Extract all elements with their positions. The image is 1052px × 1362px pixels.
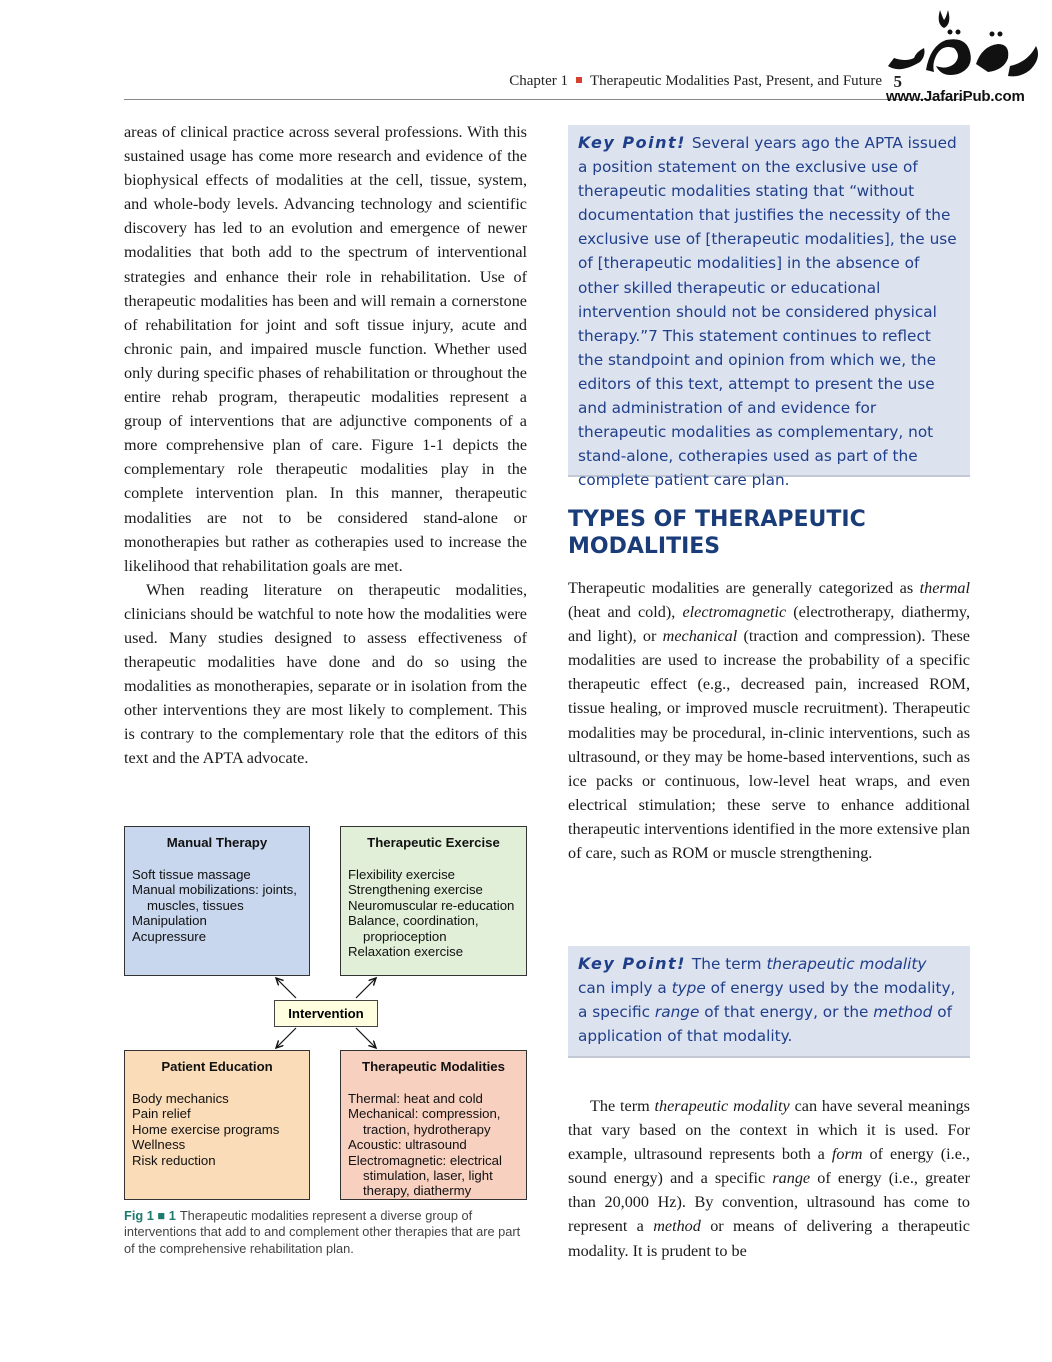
figure-1-1 <box>124 826 528 1204</box>
page-number: 5 <box>893 72 902 91</box>
key-point-body <box>568 946 970 1048</box>
section-heading: TYPES OF THERAPEUTIC MODALITIES <box>568 507 866 559</box>
section-paragraph <box>568 576 970 865</box>
list-item: Body mechanics <box>132 1091 229 1106</box>
box-title: Patient Education <box>161 1059 273 1074</box>
key-point-body <box>568 125 970 492</box>
square-bullet-icon <box>576 77 582 83</box>
italic-term: type <box>671 979 706 998</box>
list-item: stimulation, laser, light <box>363 1168 493 1184</box>
list-item: Acoustic: ultrasound <box>348 1137 467 1153</box>
italic-term: form <box>831 1145 863 1164</box>
text-run: (heat and cold), <box>568 603 683 622</box>
list-item: Neuromuscular re-education <box>348 897 515 913</box>
box-list <box>132 867 309 944</box>
text-run: (electrotherapy, diathermy, and light), or <box>568 603 970 646</box>
running-head <box>509 73 882 90</box>
box-title: Manual Therapy <box>166 835 268 850</box>
list-item: traction, hydrotherapy <box>363 1121 491 1137</box>
text-run: (traction and compression). These modalities are used to increase the probability of a specific therapeutic effect (e.g., decreased pain, increased ROM, tissue healing, or improved muscle recruitment). Therapeutic modalities may be procedural, in-clinic interventions, such as ultrasound, or they may be home-based interventions, such as ice packs or continuous, low-level heat wraps, and even electrical stimulation; these serve to enhance additional therapeutic interventions identified in the more extensive plan of care, such as ROM or muscle strengthening. <box>568 627 970 863</box>
body-paragraph: areas of clinical practice across several professions. With this sustained usage has come more research and evidence of the biophysical effects of modalities at the cell, tissue, system, and whole-body levels. Advancing technology and scientific discovery has led to an evolution and emergence of newer modalities that both add to the spectrum of interventional strategies and enhance their role in rehabilitation. Use of therapeutic modalities has been and will remain a cornerstone of rehabilitation for joint and soft tissue injury, acute and chronic pain, and impaired muscle function. Whether used only during specific phases of rehabilitation or throughout the entire rehab program, therapeutic modalities represent a group of interventions that are adjunctive components of a more comprehensive plan of care. Figure 1-1 depicts the complementary role therapeutic modalities play in the complete intervention plan. In this manner, therapeutic modalities are not to be considered stand-alone or monotherapies but rather as cotherapies used to increase the likelihood that rehabilitation goals are met. <box>124 123 527 575</box>
text-run: of energy (i.e., greater than 20,000 Hz). By convention, ultrasound has come to represent a <box>568 1169 970 1236</box>
list-item: Acupressure <box>132 928 207 944</box>
italic-term: electromagnetic <box>682 603 787 622</box>
chapter-title: Therapeutic Modalities Past, Present, and Future <box>589 73 882 89</box>
list-item: Soft tissue massage <box>132 867 251 882</box>
key-point-box <box>568 125 970 490</box>
text-run: The term <box>590 1097 655 1115</box>
key-point-label: Key Point! <box>578 133 686 152</box>
italic-term: mechanical <box>662 627 738 646</box>
list-item: Mechanical: compression, <box>348 1106 501 1122</box>
box-list <box>132 1091 309 1168</box>
body-paragraph: When reading literature on therapeutic modalities, clinicians should be watchful to note how the modalities were used. Many studies designed to assess effectiveness of therapeutic modalities have done and do so using the modalities as monotherapies, separate or in isolation from the other interventions they are most likely to complement. This is contrary to the complementary role that the editors of this text and the APTA advocate. <box>124 580 527 768</box>
list-item: Relaxation exercise <box>348 944 464 960</box>
page-header <box>124 70 972 100</box>
list-item: Home exercise programs <box>132 1121 280 1137</box>
italic-term: method <box>653 1217 701 1236</box>
key-point-box <box>568 946 970 1058</box>
italic-term: method <box>873 1003 933 1022</box>
patient-education-box <box>124 1050 310 1200</box>
figure-label: Fig 1 ■ 1 <box>124 1208 176 1223</box>
list-item: therapy, diathermy <box>363 1183 472 1199</box>
text-run: of application of that modality. <box>578 1003 952 1046</box>
italic-term: range <box>772 1169 811 1188</box>
manual-therapy-box <box>124 826 310 976</box>
italic-term: range <box>654 1003 700 1022</box>
final-paragraph <box>568 1094 970 1263</box>
list-item: muscles, tissues <box>147 897 244 913</box>
body-paragraph <box>568 576 970 865</box>
italic-term: therapeutic modality <box>766 955 927 973</box>
list-item: Manipulation <box>132 913 207 929</box>
header-rule <box>124 99 972 100</box>
italic-term: therapeutic modality <box>654 1097 790 1115</box>
list-item: Strengthening exercise <box>348 882 483 898</box>
text-run: of that energy, or the <box>699 1003 874 1022</box>
intervention-box: Intervention <box>274 1000 378 1027</box>
key-point-text: Several years ago the APTA issued a position statement on the exclusive use of therapeutic modalities stating that “without documentation that justifies the necessity of the exclusive use of [therapeutic modalities], the use of [therapeutic modalities] in the absence of other skilled therapeutic or educational intervention should not be considered physical therapy.”7 This statement continues to reflect the standpoint and opinion from which we, the editors of this text, attempt to present the use and administration of and evidence for therapeutic modalities as complementary, not stand-alone, cotherapies used as part of the complete patient care plan. <box>578 134 957 490</box>
text-run: or means of delivering a therapeutic modality. It is prudent to be <box>568 1217 970 1260</box>
key-point-label: Key Point! <box>578 954 686 973</box>
caption-text: Therapeutic modalities represent a diverse group of interventions that add to and complement other therapies that are part of the comprehensive rehabilitation plan. <box>124 1208 521 1256</box>
text-run: The term <box>691 955 767 973</box>
body-paragraph <box>568 1094 970 1263</box>
italic-term: thermal <box>919 579 970 597</box>
list-item: Risk reduction <box>132 1152 216 1168</box>
therapeutic-exercise-box <box>340 826 527 976</box>
box-list <box>348 867 526 959</box>
list-item: Manual mobilizations: joints, <box>132 882 297 898</box>
box-title: Therapeutic Modalities <box>362 1059 505 1074</box>
list-item: Thermal: heat and cold <box>348 1091 483 1106</box>
text-run: can imply a <box>578 979 672 998</box>
figure-caption <box>124 1208 524 1257</box>
list-item: proprioception <box>363 928 447 944</box>
list-item: Flexibility exercise <box>348 867 455 882</box>
list-item: Wellness <box>132 1137 186 1153</box>
list-item: Balance, coordination, <box>348 913 479 929</box>
text-run: Therapeutic modalities are generally categorized as <box>568 579 920 597</box>
box-list <box>348 1091 526 1199</box>
chapter-label: Chapter 1 <box>509 73 568 89</box>
list-item: Pain relief <box>132 1106 191 1122</box>
left-column <box>124 120 527 771</box>
box-title: Therapeutic Exercise <box>367 835 500 850</box>
text-run: of energy used by the modality, a specific <box>578 979 956 1022</box>
text-run: of energy (i.e., sound energy) and a specific <box>568 1145 970 1188</box>
list-item: Electromagnetic: electrical <box>348 1152 502 1168</box>
text-run: can have several meanings that vary based on the context in which it is used. For example, ultrasound represents both a <box>568 1097 970 1164</box>
therapeutic-modalities-box <box>340 1050 527 1200</box>
watermark-url: www.JafariPub.com <box>886 88 1025 105</box>
